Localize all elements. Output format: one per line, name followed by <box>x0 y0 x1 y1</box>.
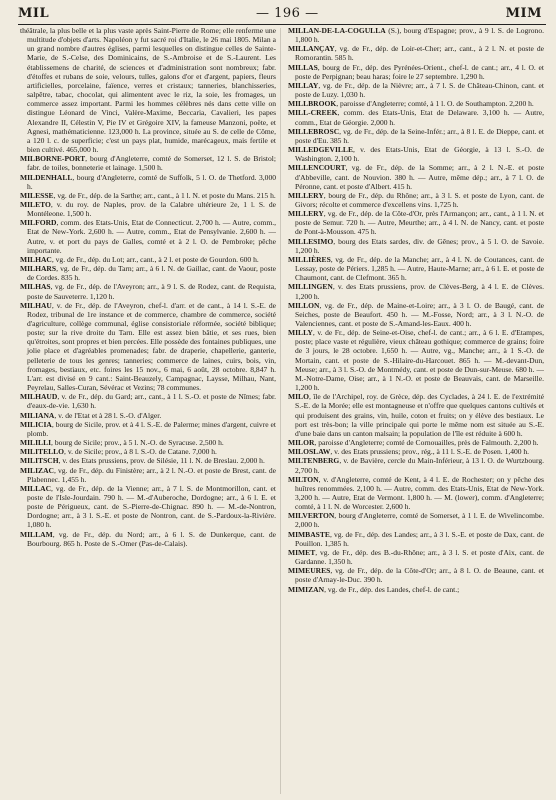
entry-text: , paroisse d'Angleterre; comté de Cornouailles, près de Falmouth. 2,200 h. <box>314 438 539 448</box>
dictionary-entry <box>20 530 276 548</box>
entry-headword: MILLY <box>288 328 313 338</box>
entry-text: , vg. de Fr., dép. des Landes, chef-l. de cant.; <box>324 584 460 594</box>
entry-headword: MILHAU <box>20 300 52 310</box>
dictionary-entry <box>288 511 544 529</box>
page-number: — 196 — <box>256 6 319 21</box>
entry-headword: MILITELLO <box>20 447 65 457</box>
dictionary-entry <box>20 154 276 172</box>
dictionary-entry <box>20 301 276 393</box>
dictionary-entry <box>288 63 544 81</box>
entry-text: , bourg de Fr., dép. des Pyrénées-Orient., chef-l. de cant.; arr., 4 l. O. et poste de Perpignan; beau haras; foire le 27 septembre. 1,290 h. <box>295 62 544 81</box>
dictionary-entry <box>20 456 276 465</box>
entry-headword: MIMET <box>288 547 316 557</box>
entry-text: , v. de l'Etat et à 28 l. S.-O. d'Alger. <box>54 410 162 420</box>
entry-headword: MILVERTON <box>288 511 335 521</box>
entry-headword: MILESSE <box>20 190 54 200</box>
entry-headword: MILLAS <box>288 62 318 72</box>
entry-text: (S.), bourg d'Espagne; prov., à 9 l. S. de Logrono. 1,800 h. <box>295 26 544 45</box>
entry-text: , vg. de Fr., dép. de Loir-et-Cher; arr., cant., à 2 l. N. et poste de Romorantin. 585 h. <box>295 44 544 63</box>
entry-headword: MIMEURES <box>288 566 331 576</box>
entry-headword: MILITSCH <box>20 456 59 466</box>
entry-text: , bourg d'Angleterre, comté de Suffolk, 5 l. O. de Thetford. 3,000 h. <box>27 172 276 191</box>
entry-text: , v. de Fr., dép. de Seine-et-Oise, chef-l. de cant.; arr., à 6 l. E. d'Etampes, poste; place vaste et régulière, vieux château gothique; commerce de grains; foire de 3 jours, le 28 octobre. 1,650 h. — Autre, vg., Manche; arr., à 1 S.-O. de Mortain, cant. et poste de S.-Hilaire-du-Harcouet. 865 h. — M.-devant-Dun, Meuse; arr., à 3 l. S.-O. de Montmédy, cant. et poste de Dun-sur-Meuse. 680 h. — M.-Notre-Dame, Oise; arr., à 1 N.-O. et poste de Beauvais, cant. de Marseille. 1,200 h. <box>295 328 544 393</box>
entry-text: , v. des Etats prussiens; prov., rég., à 11 l. S.-E. de Posen. 1,400 h. <box>330 447 530 457</box>
entry-text: , bourg de Fr., dép. du Rhône; arr., à 3 l. S. et poste de Lyon, cant. de Givors; récolte et commerce d'excellens vins. 1,725 h. <box>295 190 544 209</box>
entry-text: , v. d'Angleterre, comté de Kent, à 4 l. E. de Rochester; on y pêche des huîtres renommées. 2,100 h. — Autre, comm. des Etats-Unis, Etat de New-York. 3,200 h. — Autre, Etat de Vermont. 1,800 h. — M. (lower), comm. d'Angleterre; comté, à 1 l. N. de Worcester. 2,600 h. <box>295 474 544 512</box>
entry-text: , vg. de Fr., dép. de la Côte-d'Or, près l'Armançon; arr., cant., à 1 l. N. et poste de Semur. 720 h. — Autre, Meurthe; arr., à 4 l. N. de Nancy, cant. et poste de Pont-à-Mousson. 475 h. <box>295 209 544 237</box>
entry-headword: MILTON <box>288 474 319 484</box>
entry-headword: MILHAC <box>20 254 52 264</box>
entry-text: , bourg d'Angleterre, comté de Somerset, 12 l. S. de Bristol; fabr. de toiles, bonneterie et lainage. 1,500 h. <box>27 154 276 173</box>
dictionary-entry <box>288 163 544 190</box>
dictionary-entry <box>288 585 544 594</box>
entry-headword: MILLAC <box>20 483 52 493</box>
entry-headword: MILLERY <box>288 190 324 200</box>
dictionary-entry <box>288 530 544 548</box>
entry-headword: MILBORNE-PORT <box>20 154 86 164</box>
dictionary-entry <box>288 145 544 163</box>
dictionary-entry <box>288 191 544 209</box>
entry-text: , vg. de Fr., dép. des B.-du-Rhône; arr., à 3 l. S. et poste d'Aix, cant. de Gardanne. 1,350 h. <box>295 547 544 567</box>
entry-headword: MILHARS <box>20 264 57 274</box>
dictionary-entry <box>20 438 276 447</box>
entry-text: , vg. de Fr., dép. du Tarn; arr., à 6 l. N. de Gaillac, cant. de Vaour, poste de Cordes. 835 h. <box>27 264 276 283</box>
entry-text: , vg. de Fr., dép. de la Somme; arr., à 2 l. N.-E. et poste d'Abbeville, cant. de Nouvion. 380 h. — Autre, même dép.; arr., à 7 l. O. de Péronne, cant. et poste d'Albert. 415 h. <box>295 163 544 191</box>
entry-headword: MILLAN-DE-LA-COGULLA <box>288 26 386 35</box>
entry-text: , bourg des Etats sardes, div. de Gênes; prov., à 5 l. O. de Savoie. 1,200 h. <box>295 236 544 255</box>
entry-headword: MILL-CREEK <box>288 108 338 118</box>
entry-headword: MILOR <box>288 438 315 448</box>
entry-headword: MILLON <box>288 300 320 310</box>
entry-text: , v. du roy. de Naples, prov. de la Calabre ultérieure 2e, 1 l. S. de Montéleone. 1,500 h. <box>27 199 276 219</box>
entry-headword: MILIZAC <box>20 465 54 475</box>
entry-headword: MILO <box>288 392 309 402</box>
dictionary-entry <box>288 301 544 328</box>
dictionary-entry <box>288 237 544 255</box>
entry-text: , vg. de Fr., dép. de la Manche; arr., à 4 l. N. de Coutances, cant. de Lessay, poste de Périers. 1,285 h. — Autre, Haute-Marne; arr., à 6 l. E. et poste de Chaumont, cant. de Clefmont. 365 h. <box>295 254 544 283</box>
entry-text: , v. des Etats prussiens, prov. de Silésie, 11 l. N. de Breslau. 2,000 h. <box>58 456 265 466</box>
entry-headword: MILICIA <box>20 419 52 429</box>
dictionary-entry <box>288 81 544 99</box>
entry-headword: MILLERY <box>288 209 324 219</box>
entry-headword: MILFORD <box>20 218 57 228</box>
entry-headword: MILOSLAW <box>288 447 331 457</box>
dictionary-entry <box>20 218 276 255</box>
dictionary-entry <box>288 475 544 512</box>
entry-text: , vg. de Fr., dép. du Lot; arr., cant., à 2 l. et poste de Gourdon. 600 h. <box>51 254 259 264</box>
entry-text: , v. de Bavière, cercle du Main-Inférieur, à 13 l. O. de Wurtzbourg. 2,700 h. <box>295 456 544 475</box>
entry-text: , vg. de Fr., dép. de la Nièvre; arr., à 7 l. S. de Château-Chinon, cant. et poste de Luzy. 1,030 h. <box>295 80 544 100</box>
entry-headword: MIMBASTE <box>288 529 330 539</box>
dictionary-entry <box>20 264 276 282</box>
entry-text: , comm. des Etats-Unis, Etat de Connecticut. 2,700 h. — Autre, comm., Etat de New-York. 2,600 h. — Autre, comm., Etat de Pensylvanie. 2,600 h. — Autre, v. et port du pays de Galles, comté et à 2 l. O. de Pembroke; pêche importante. <box>27 218 276 255</box>
entry-headword: MILLBROOK <box>288 99 337 109</box>
dictionary-entry <box>288 282 544 300</box>
entry-headword: MILLEBROSC <box>288 126 340 136</box>
dictionary-entry <box>20 484 276 530</box>
entry-headword: MILILLI <box>20 438 52 448</box>
entry-text: , vg. de Fr., dép. des Landes; arr., à 3 l. S.-E. et poste de Dax, cant. de Pouillon. 1,385 h. <box>295 529 544 548</box>
dictionary-entry <box>288 255 544 282</box>
entry-headword: MILDENHALL <box>20 172 73 182</box>
dictionary-entry <box>20 392 276 410</box>
entry-headword: MILLENCOURT <box>288 163 346 173</box>
entry-text: , v. de Fr., dép. de l'Aveyron, chef-l. d'arr. et de cant., à 14 l. S.-E. de Rodez, tribunal de 1re instance et de commerce, chambre de commerce, société d'agriculture, collège communal, église consistoriale réformée, société biblique; poste; sur la rive droite du Tarn. Elle est assez bien bâtie, et ses rues, bien qu'étroites, sont propres et bien percées. Elle possède des fontaines publiques, une jolie place et d'agréables promenades; fabr. de draperie, chapellerie, ganterie, pelleterie de tous les genres; tanneries; commerce de laines, cuirs, bois, vin, fromages, bestiaux, etc. foires les 15 nov., 6 mai, 6 août, 28 octobre. 8,847 h. L'arr. est divisé en 9 cant.: Saint-Beauzely, Campagnac, Laysse, Milhau, Nant, Peyrelau, Salles-Curan, Sévérac et Vezins; 78 communes. <box>27 300 276 393</box>
entry-headword: MILLAM <box>20 529 53 539</box>
dictionary-entry <box>288 127 544 145</box>
column-separator <box>280 28 281 794</box>
entry-headword: MILLINGEN <box>288 282 333 292</box>
dictionary-entry <box>20 420 276 438</box>
entry-headword: MILLIÈRES <box>288 254 331 264</box>
entry-text: , v. des Etats-Unis, Etat de Géorgie, à 13 l. S.-O. de Washington. 2,100 h. <box>295 145 544 164</box>
dictionary-entry <box>288 447 544 456</box>
entry-text: , vg. de Fr., dép. de la Vienne; arr., à 7 l. S. de Montmorillon, cant. et poste de l'Isle-Jourdain. 790 h. — M.-d'Auberoche, Dordogne; arr., à 6 l. E. et poste de Périgueux, cant. de S.-Pierre-de-Chignac. 890 h. — M.-de-Nontron, Dordogne; arr., à 3 l. S.-E. et poste de Nontron, cant. de S.-Pardoux-la-Rivière. 1,080 h. <box>27 483 276 530</box>
left-column <box>20 26 276 796</box>
entry-text: , bourg de Sicile; prov., à 5 l. N.-O. de Syracuse. 2,500 h. <box>51 438 224 448</box>
dictionary-entry <box>288 392 544 438</box>
entry-headword: MILETO <box>20 199 51 209</box>
dictionary-entry <box>288 26 544 44</box>
entry-text: , vg. de Fr., dép. de la Côte-d'Or; arr., à 8 l. O. de Beaune, cant. et poste d'Arnay-le-Duc. 390 h. <box>295 566 544 585</box>
entry-text: , v. de Fr., dép. du Gard; arr., cant., à 1 l. S.-O. et poste de Nîmes; fabr. d'eaux-de-vie. 1,630 h. <box>27 392 276 411</box>
entry-headword: MILLANÇAY <box>288 44 335 54</box>
entry-text: , vg. de Fr., dép. de la Seine-Infér.; arr., à 8 l. E. de Dieppe, cant. et poste d'Eu. 385 h. <box>295 126 544 145</box>
dictionary-entry <box>20 200 276 218</box>
dictionary-entry <box>20 447 276 456</box>
entry-text: , v. de Sicile; prov., à 8 l. S.-O. de Catane. 7,000 h. <box>64 447 217 457</box>
dictionary-entry <box>288 438 544 447</box>
dictionary-entry <box>288 548 544 566</box>
dictionary-entry <box>20 255 276 264</box>
dictionary-entry <box>288 456 544 474</box>
entry-headword: MIMIZAN <box>288 584 325 594</box>
entry-text: , vg. de Fr., dép. du Finistère; arr., à 2 l. N.-O. et poste de Brest, cant. de Plabennec. 1,455 h. <box>27 465 276 484</box>
entry-headword: MILLEDGEVILLE <box>288 145 354 155</box>
dictionary-entry <box>288 566 544 584</box>
entry-text: , bourg de Sicile, prov. et à 4 l. S.-E. de Palerme; mines d'argent, cuivre et plomb. <box>27 419 276 438</box>
dictionary-entry <box>288 209 544 236</box>
entry-text: , vg. de Fr., dép. de la Sarthe; arr., cant., à 1 l. N. et poste du Mans. 215 h. <box>53 190 276 200</box>
dictionary-entry <box>288 328 544 392</box>
entry-headword: MILLAY <box>288 80 319 90</box>
dictionary-entry <box>288 108 544 126</box>
page-header <box>18 4 546 25</box>
entry-headword: MILIANA <box>20 410 55 420</box>
dictionary-entry <box>20 282 276 300</box>
entry-text: , vg. de Fr., dép. de l'Aveyron; arr., à 9 l. S. de Rodez, cant. de Requista, poste de Sauveterre. 1,120 h. <box>27 282 276 301</box>
entry-text: , paroisse d'Angleterre; comté, à 1 l. O. de Southampton. 2,200 h. <box>336 99 534 109</box>
dictionary-entry <box>20 26 276 154</box>
dictionary-entry <box>20 466 276 484</box>
right-column <box>288 26 544 796</box>
header-right-catchword: MIM <box>505 6 542 21</box>
entry-text: , comm. des Etats-Unis, Etat de Delaware. 3,100 h. — Autre, comm., Etat de Géorgie. 2,000 h. <box>295 108 544 127</box>
entry-text: , île de l'Archipel, roy. de Grèce, dép. des Cyclades, à 24 l. E. de l'extrémité S.-E. de la Morée; elle est montagneuse et n'offre que quelques cantons cultivés et qui produisent des grains, vin, huile, coton et fruits; on y élève des bestiaux. Le port est très-bon; la ville principale qui porte le même nom est située au S.-E. d'une baie dans un canton malsain; la population de l'île est réduite à 600 h. <box>295 392 544 438</box>
entry-text: , vg. de Fr., dép. du Nord; arr., à 6 l. S. de Dunkerque, cant. de Bourbourg. 865 h. Poste de S.-Omer (Pas-de-Calais). <box>27 529 276 548</box>
dictionary-entry <box>20 173 276 191</box>
dictionary-entry <box>288 44 544 62</box>
entry-text: , bourg d'Angleterre, comté de Somerset, à 1 l. E. de Wivelincombe. 2,000 h. <box>295 511 544 530</box>
entry-headword: MILHAS <box>20 282 51 292</box>
dictionary-entry <box>288 99 544 108</box>
entry-headword: MILLESIMO <box>288 236 334 246</box>
header-left-catchword: MIL <box>18 6 50 21</box>
entry-headword: MILTENBERG <box>288 456 340 466</box>
entry-text: , v. des Etats prussiens, prov. de Clèves-Berg, à 4 l. E. de Clèves. 1,200 h. <box>295 282 544 301</box>
entry-text: théâtrale, la plus belle et la plus vaste après Saint-Pierre de Rome; elle renferme une multitude d'objets d'arts. Napoléon y fut sacré roi d'Italie, le 26 mai 1805. Milan a un grand nombre d'autres églises, parmi lesquelles on distingue celles de Sainte-Marie, de S.-Celse, des Dominicains, de S.-Ambroise et de S.-Laurent. Les établissemens de charité, de sciences et d'administration sont nombreux; fabr. d'étoffes et rubans de soie, velours, tulles, galons d'or et d'argent, papiers, fleurs artificielles, porcelaine, faïence, verres et cristaux; tanneries, blanchisseries, salpêtre, tabac, chocolat, qui alimentent avec le riz, la soie, les fromages, un commerce assez important. Parmi les hommes célèbres nés dans cette ville on distingue Léonard de Vinci, Valère-Maxime, Beccaria, Cavalieri, les papes Alexandre II, Célestin V, Pie IV et Grégoire XIV, la fameuse Manzoni, poëte, et Agnesi, mathématicienne. 123,000 h. La province, située au S. de celle de Côme, a 120 l. c. de superficie; c'est un pays plat, humide, marécageux, mais fertile et bien cultivé. 465,000 h. <box>20 26 276 155</box>
dictionary-entry <box>20 191 276 200</box>
entry-text: , vg. de Fr., dép. de Maine-et-Loire; arr., à 3 l. O. de Baugé, cant. de Seiches, poste de Beaufort. 450 h. — M.-Fosse, Nord; arr., à 3 l. N.-O. de Valenciennes, cant. et poste de S.-Amand-les-Eaux. 400 h. <box>295 300 544 328</box>
dictionary-entry <box>20 411 276 420</box>
entry-headword: MILHAUD <box>20 392 58 402</box>
